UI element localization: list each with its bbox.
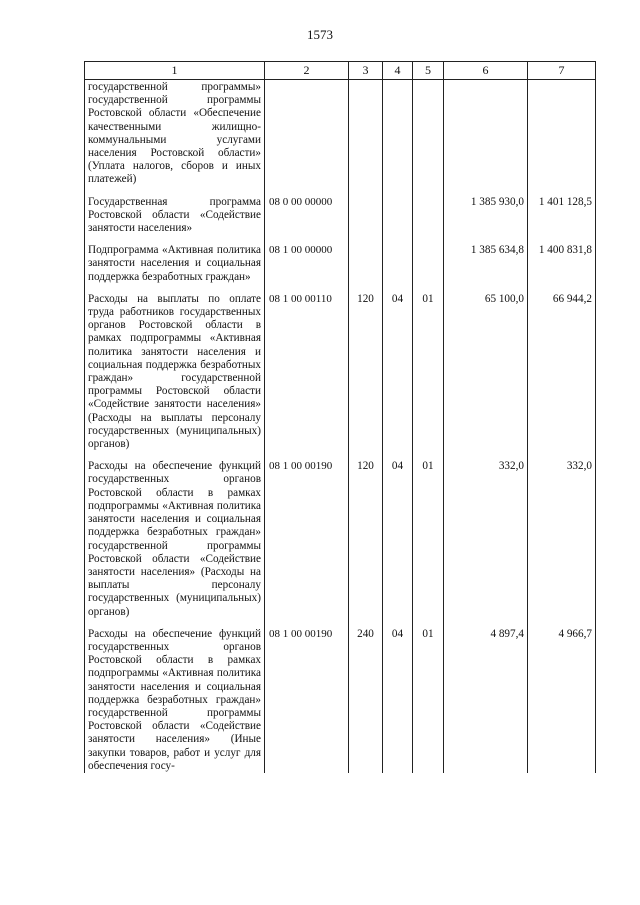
row-vr bbox=[349, 244, 383, 284]
row-vr: 120 bbox=[349, 460, 383, 618]
row-pr bbox=[413, 196, 444, 236]
row-pr: 01 bbox=[413, 628, 444, 773]
row-name: Расходы на обеспечение функций государственных органов Ростовской области в рамках подпрограммы «Активная политика занятости населения и социальная поддержка безработных граждан» государственной программы Ростовской области «Содействие занятости населения» (Расходы на выплаты персоналу государственных (муниципальных) органов) bbox=[85, 460, 265, 618]
row-pr bbox=[413, 80, 444, 187]
table-row bbox=[85, 244, 596, 284]
row-sum-2 bbox=[528, 80, 596, 187]
row-code: 08 1 00 00190 bbox=[265, 628, 349, 773]
row-rz: 04 bbox=[383, 293, 413, 451]
row-vr: 240 bbox=[349, 628, 383, 773]
row-sum-1: 1 385 634,8 bbox=[444, 244, 528, 284]
table-row bbox=[85, 293, 596, 451]
column-header: 7 bbox=[528, 62, 596, 80]
column-header: 3 bbox=[349, 62, 383, 80]
budget-table bbox=[84, 61, 595, 773]
row-code: 08 1 00 00190 bbox=[265, 460, 349, 618]
row-code: 08 1 00 00110 bbox=[265, 293, 349, 451]
table-row bbox=[85, 196, 596, 236]
row-name: Государственная программа Ростовской области «Содействие занятости населения» bbox=[85, 196, 265, 236]
table-header-row bbox=[85, 62, 596, 80]
column-header: 1 bbox=[85, 62, 265, 80]
row-sum-2: 1 400 831,8 bbox=[528, 244, 596, 284]
column-header: 6 bbox=[444, 62, 528, 80]
column-header: 4 bbox=[383, 62, 413, 80]
row-pr: 01 bbox=[413, 293, 444, 451]
row-name: Подпрограмма «Активная политика занятости населения и социальная поддержка безработных граждан» bbox=[85, 244, 265, 284]
row-sum-1 bbox=[444, 80, 528, 187]
row-rz bbox=[383, 80, 413, 187]
row-vr: 120 bbox=[349, 293, 383, 451]
table-row bbox=[85, 628, 596, 773]
row-pr bbox=[413, 244, 444, 284]
row-name: государственной программы» государственной программы Ростовской области «Обеспечение качественными жилищно-коммунальными услугами населения Ростовской области» (Уплата налогов, сборов и иных платежей) bbox=[85, 80, 265, 187]
row-sum-1: 332,0 bbox=[444, 460, 528, 618]
row-sum-1: 4 897,4 bbox=[444, 628, 528, 773]
row-sum-2: 4 966,7 bbox=[528, 628, 596, 773]
column-header: 5 bbox=[413, 62, 444, 80]
row-vr bbox=[349, 80, 383, 187]
page-number: 1573 bbox=[307, 27, 333, 42]
row-rz: 04 bbox=[383, 460, 413, 618]
table-row bbox=[85, 460, 596, 618]
row-pr: 01 bbox=[413, 460, 444, 618]
row-name: Расходы на обеспечение функций государственных органов Ростовской области в рамках подпрограммы «Активная политика занятости населения и социальная поддержка безработных граждан» государственной программы Ростовской области «Содействие занятости населения» (Иные закупки товаров, работ и услуг для обеспечения госу- bbox=[85, 628, 265, 773]
row-code bbox=[265, 80, 349, 187]
row-rz bbox=[383, 244, 413, 284]
row-sum-1: 1 385 930,0 bbox=[444, 196, 528, 236]
row-rz bbox=[383, 196, 413, 236]
row-vr bbox=[349, 196, 383, 236]
column-header: 2 bbox=[265, 62, 349, 80]
table-row bbox=[85, 80, 596, 187]
row-sum-2: 66 944,2 bbox=[528, 293, 596, 451]
row-sum-2: 1 401 128,5 bbox=[528, 196, 596, 236]
row-code: 08 0 00 00000 bbox=[265, 196, 349, 236]
row-name: Расходы на выплаты по оплате труда работников государственных органов Ростовской области в рамках подпрограммы «Активная политика занятости населения и социальная поддержка безработных граждан» государственной программы Ростовской области «Содействие занятости населения» (Расходы на выплаты персоналу государственных (муниципальных) органов) bbox=[85, 293, 265, 451]
row-rz: 04 bbox=[383, 628, 413, 773]
row-sum-1: 65 100,0 bbox=[444, 293, 528, 451]
row-sum-2: 332,0 bbox=[528, 460, 596, 618]
row-code: 08 1 00 00000 bbox=[265, 244, 349, 284]
